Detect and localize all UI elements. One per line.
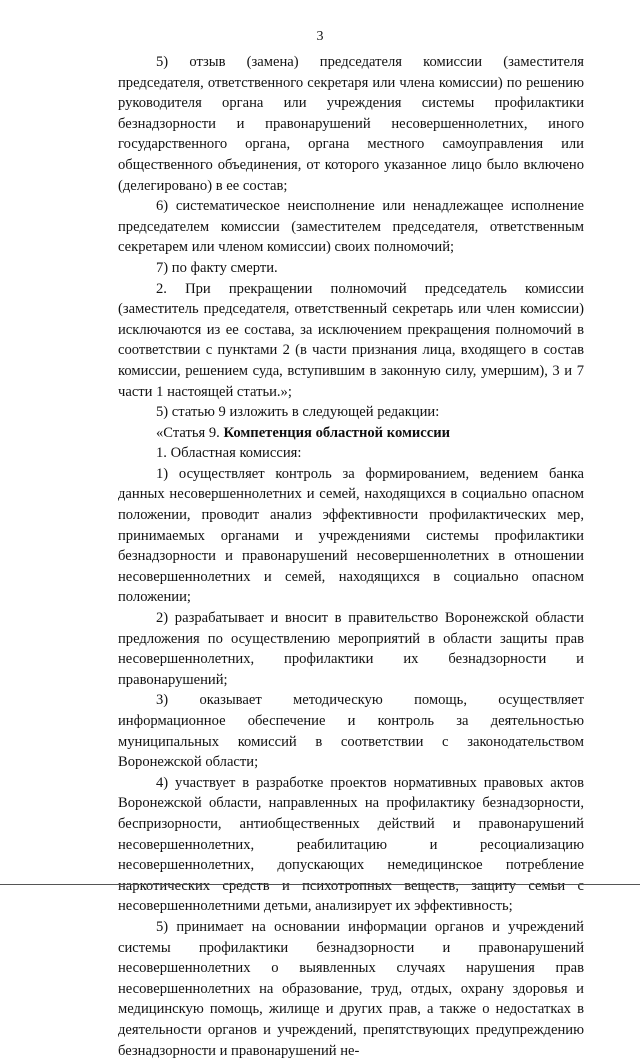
paragraph-competence-5: 5) принимает на основании информации органов и учреждений системы профилактики безнадзорности и правонарушений несовершеннолетних о выявленных случаях нарушения прав несовершеннолетних на образование, труд, отдых, охрану здоровья и медицинскую помощь, жилище и других прав, а также о недостатках в деятельности органов и учреждений, препятствующих предупреждению безнадзорности и правонарушений не- bbox=[118, 918, 584, 1059]
paragraph-item-7-death: 7) по факту смерти. bbox=[156, 259, 278, 276]
article-heading-title: Компетенция областной комиссии bbox=[223, 424, 451, 441]
paragraph-part-2-termination: 2. При прекращении полномочий председатель комиссии (заместитель председателя, ответственный секретарь или член комиссии) исключаются из ее состава, за исключением прекращения полномочий в соответствии с пунктами 2 (в части признания лица, входящего в состав комиссии, решением суда, вступившим в законную силу, умершим), 3 и 7 части 1 настоящей статьи.»; bbox=[118, 280, 584, 400]
paragraph-competence-3: 3) оказывает методическую помощь, осуществляет информационное обеспечение и контроль за деятельностью муниципальных комиссий в соответствии с законодательством Воронежской области; bbox=[118, 692, 584, 771]
paragraph-competence-2: 2) разрабатывает и вносит в правительство Воронежской области предложения по осуществлению мероприятий в области защиты прав несовершеннолетних, профилактики их безнадзорности и правонарушений; bbox=[118, 610, 584, 688]
paragraph-item-5-recall: 5) отзыв (замена) председателя комиссии (заместителя председателя, ответственного секретаря или члена комиссии) по решению руководителя органа или учреждения системы профилактики безнадзорности и правонарушений несовершеннолетних, иного государственного органа, органа местного самоуправления или общественного объединения, от которого указанное лицо было включено (делегировано) в ее состав; bbox=[118, 54, 584, 194]
article-heading bbox=[118, 423, 584, 444]
paragraph-item-6-nonperformance: 6) систематическое неисполнение или ненадлежащее исполнение председателем комиссии (заместителем председателя, ответственным секретарем или членом комиссии) своих полномочий; bbox=[118, 198, 584, 256]
paragraph-competence-1: 1) осуществляет контроль за формированием, ведением банка данных несовершеннолетних и семей, находящихся в социально опасном положении, проводит анализ эффективности профилактических мер, принимаемых органами и учреждениями системы профилактики безнадзорности и правонарушений несовершеннолетних в отношении несовершеннолетних и семей, находящихся в социально опасном положении; bbox=[118, 465, 584, 606]
page-bottom-rule bbox=[0, 884, 640, 885]
document-body bbox=[118, 52, 584, 1061]
page-number: 3 bbox=[316, 29, 324, 44]
article-heading-prefix: «Статья 9. bbox=[156, 424, 224, 441]
paragraph-competence-4: 4) участвует в разработке проектов нормативных правовых актов Воронежской области, направленных на профилактику безнадзорности, беспризорности, антиобщественных действий и правонарушений несовершеннолетних, реабилитацию и ресоциализацию несовершеннолетних, допускающих немедицинское потребление наркотических средств и психотропных веществ, защиту семьи с несовершеннолетними детьми, анализирует их эффективность; bbox=[118, 774, 584, 915]
paragraph-part-1-intro: 1. Областная комиссия: bbox=[156, 445, 302, 462]
paragraph-amendment-article-9: 5) статью 9 изложить в следующей редакции: bbox=[156, 404, 440, 421]
